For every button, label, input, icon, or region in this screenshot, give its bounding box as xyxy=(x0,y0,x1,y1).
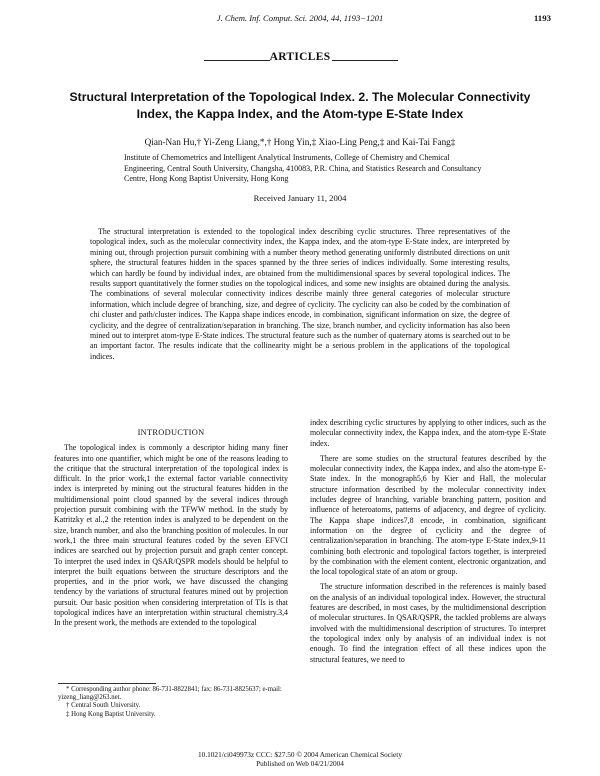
footnote-divider xyxy=(58,683,156,684)
section-label: ARTICLES xyxy=(269,51,331,63)
right-column xyxy=(310,418,546,666)
article-title: Structural Interpretation of the Topological Index. 2. The Molecular Connectivity Index, the Kappa Index, and the Atom-type E-State Index xyxy=(69,90,531,121)
body-paragraph: The topological index is commonly a descriptor hiding many finer features into one quantifier, which might be one of the reasons leading to the critique that the structural interpretation of the topological index is difficult. In the prior work,1 the external factor variable connectivity index is interpreted by mining out the structural features hidden in the multidimensional point cloud spanned by the several indices through projection pursuit combining with the TFWW method. In the study by Katritzky et al.,2 the retention index is analyzed to be dependent on the size, branch number, and also the branching position of molecules. In our work,1 the three main structural features coded by the seven EFVCI indices are searched out by projection pursuit and graph center concept. To interpret the used index in QSAR/QSPR models should be helpful to interpret the built equations between the structure descriptors and the properties, and in the prior work, we have discussed the changing tendency by the variations of structural features mined out by projection pursuit. Our basic position when considering interpretation of TIs is that topological indices have an interpretation within structural chemistry.3,4 In the present work, the methods are extended to the topological xyxy=(54,443,288,628)
doi-copyright: 10.1021/ci049973z CCC: $27.50 © 2004 American Chemical Society xyxy=(198,750,402,759)
affiliations: Institute of Chemometrics and Intelligent Analytical Instruments, College of Chemistry and Chemical Engineering, Central South University, Changsha, 410083, P.R. China, and Statistics Research and Consultancy Centre, Hong Kong Baptist University, Hong Kong xyxy=(124,153,482,183)
author-list: Qian-Nan Hu,† Yi-Zeng Liang,*,† Hong Yin,‡ Xiao-Ling Peng,‡ and Kai-Tai Fang‡ xyxy=(144,137,456,147)
publication-date: Published on Web 04/21/2004 xyxy=(256,759,344,768)
left-column xyxy=(54,428,288,630)
corresponding-author-note: * Corresponding author phone: 86-731-8822841; fax: 86-731-8825637; e-mail: yizeng_liang@263.net. xyxy=(58,686,282,702)
received-date: Received January 11, 2004 xyxy=(253,193,347,203)
affiliation-note-1: † Central South University. xyxy=(66,702,141,710)
introduction-heading: INTRODUCTION xyxy=(137,428,205,437)
page-number: 1193 xyxy=(533,13,551,23)
body-paragraph: There are some studies on the structural features described by the molecular connectivity index, the Kappa index, and also the atom-type E-State index. In the monograph5,6 by Kier and Hall, the molecular structure information described by the molecular connectivity index includes degree of branching, variable branching pattern, position and influence of heteroatoms, patterns of adjacency, and degree of cyclicity. The Kappa shape indices7,8 encode, in combination, significant information on the degree of cyclicity and the degree of centralization/separation in branching. The atom-type E-State index,9-11 combining both electronic and topological factors together, is interpreted by the combination with the element content, electronic organization, and the local topological state of an atom or group. xyxy=(310,453,546,577)
affiliation-note-2: ‡ Hong Kong Baptist University. xyxy=(66,710,156,718)
abstract: The structural interpretation is extended to the topological index describing cyclic structures. Three representatives of the topological index, such as the molecular connectivity index, the Kappa index, and the atom-type E-State index, are interpreted by mining out, through projection pursuit combining with a number theory method generating uniformly distributed directions on unit sphere, the structural features hidden in the spaces spanned by the three series of indices individually. Some interesting results, which can hardly be found by individual index, are obtained from the multidimensional spaces by several topological indices. The results support quantitatively the former studies on the topological indices, and some new insights are obtained during the analysis. The combinations of several molecular connectivity indices describe mainly three general categories of molecular structure information, which include degree of branching, size, and degree of cyclicity. The cyclicity can also be coded by the combination of chi cluster and path/cluster indices. The Kappa shape indices encode, in combination, significant information on size, the degree of cyclicity, and the degree of centralization/separation in branching. The size, branch number, and cyclicity information has also been mined out to interpret atom-type E-State indices. The structural feature such as the number of quaternary atoms is searched out to be an important factor. The results indicate that the collinearity might be a serious problem in the applications of the topological indices. xyxy=(90,227,510,361)
footnotes xyxy=(58,686,290,719)
section-rule-right xyxy=(332,60,398,61)
body-paragraph: The structure information described in the references is mainly based on the analysis of an individual topological index. However, the structural features are described, in most cases, by the multidimensional description of molecular structures. In QSAR/QSPR, the tackled problems are always involved with the multidimensional description of structures. To interpret the topological index only by analysis of an individual index is not enough. To find the integration effect of all these indices upon the structural features, we need to xyxy=(310,582,546,664)
body-paragraph: index describing cyclic structures by applying to other indices, such as the molecular connectivity index, the Kappa index, and the atom-type E-State index. xyxy=(310,418,546,448)
page-footer xyxy=(0,750,600,768)
journal-citation: J. Chem. Inf. Comput. Sci. 2004, 44, 1193−1201 xyxy=(216,13,384,23)
